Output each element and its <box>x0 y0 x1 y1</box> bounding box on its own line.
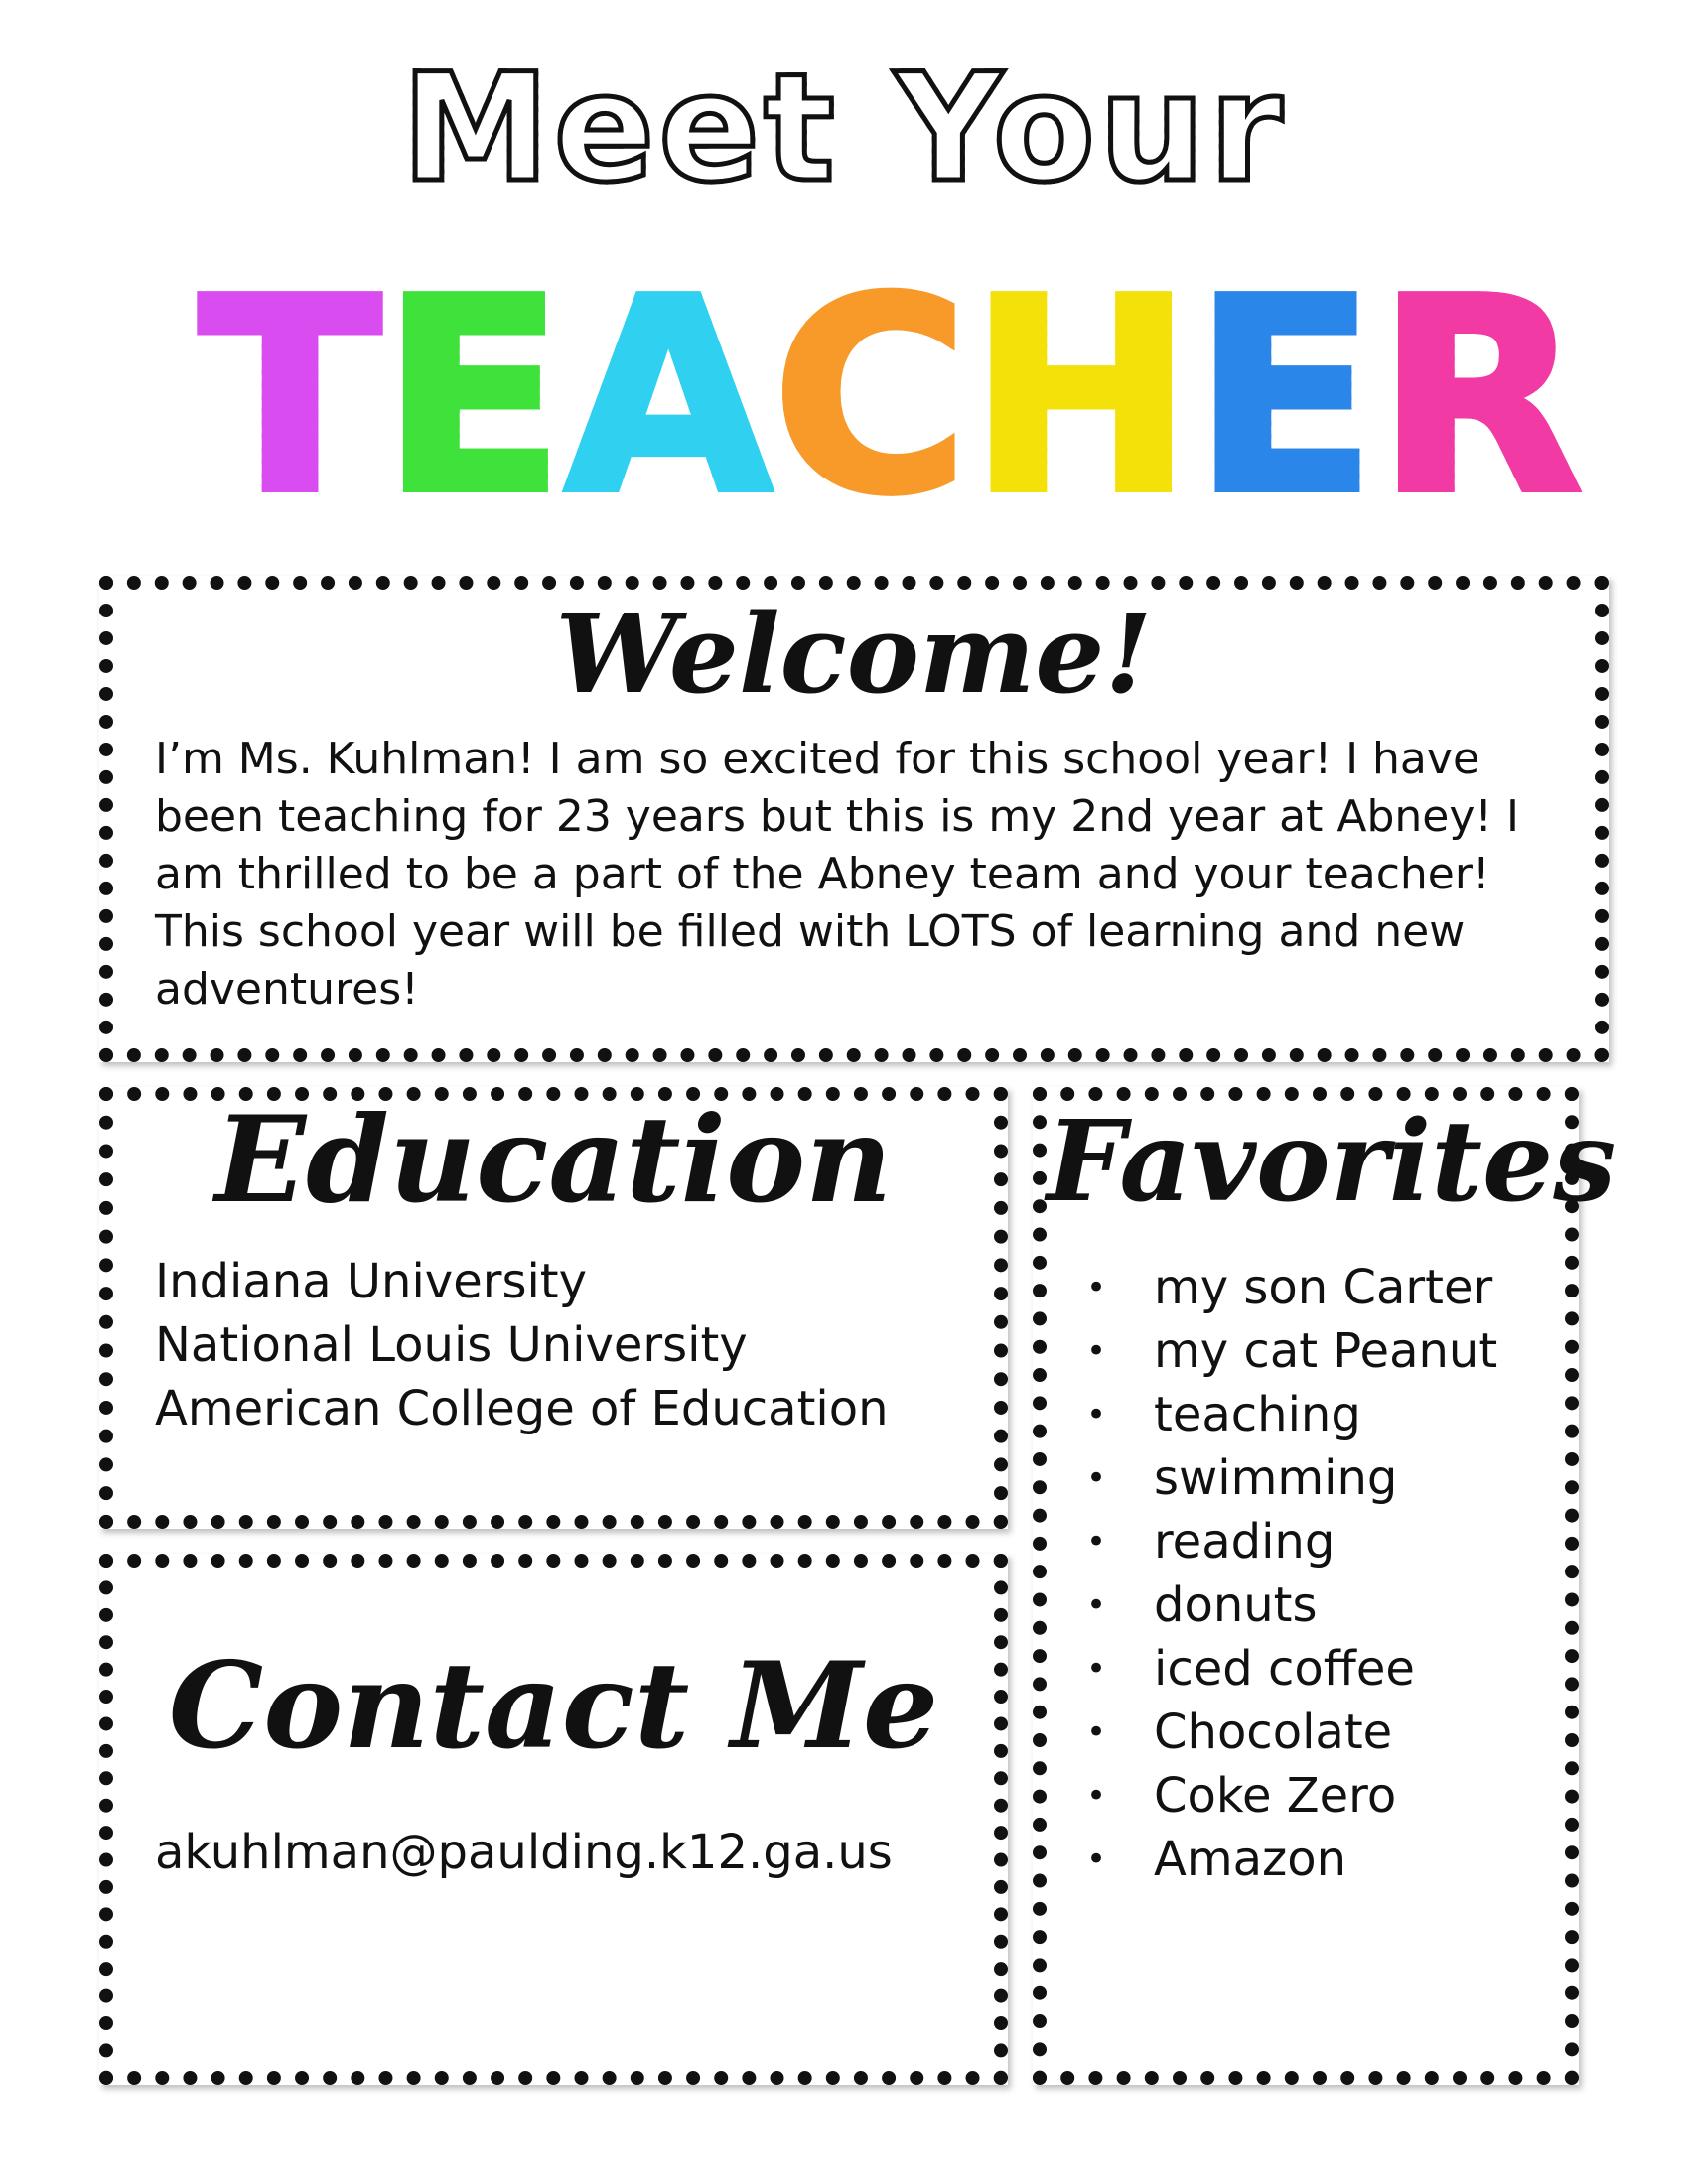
title-teacher <box>199 240 1584 553</box>
teacher-letter: R <box>1376 240 1584 553</box>
bullet-icon: • <box>1086 1268 1107 1307</box>
favorites-item-label: teaching <box>1154 1387 1361 1442</box>
favorites-item-label: iced coffee <box>1154 1641 1415 1697</box>
favorites-list <box>1047 1256 1565 1891</box>
favorites-item <box>1047 1446 1565 1510</box>
bullet-icon: • <box>1086 1776 1107 1816</box>
favorites-item-label: my son Carter <box>1154 1260 1493 1315</box>
favorites-item-label: Amazon <box>1154 1832 1346 1887</box>
bullet-icon: • <box>1086 1649 1107 1689</box>
bullet-icon: • <box>1086 1331 1107 1371</box>
favorites-item-label: reading <box>1154 1514 1336 1570</box>
welcome-heading: Welcome! <box>555 590 1153 718</box>
welcome-text: I’m Ms. Kuhlman! I am so excited for this school year! I have been teaching for 23 years but this is my 2nd year at Abney! I am thrilled to be a part of the Abney team and your teacher! This school year will be filled with LOTS of learning and new adventures! <box>155 734 1519 1015</box>
teacher-letter: E <box>381 240 565 553</box>
favorites-item <box>1047 1383 1565 1446</box>
bullet-icon: • <box>1086 1395 1107 1434</box>
contact-heading: Contact Me <box>168 1636 939 1776</box>
favorites-box <box>1033 1087 1617 2085</box>
teacher-letter: H <box>968 240 1194 553</box>
favorites-item-label: my cat Peanut <box>1154 1323 1498 1379</box>
contact-email: akuhlman@paulding.k12.ga.us <box>155 1825 893 1880</box>
contact-box <box>99 1554 1008 2085</box>
education-list <box>155 1250 994 1440</box>
teacher-letter: C <box>772 240 969 553</box>
favorites-item <box>1047 1319 1565 1383</box>
favorites-item-label: Chocolate <box>1154 1705 1393 1760</box>
education-item: American College of Education <box>155 1381 889 1436</box>
favorites-heading: Favorites <box>1047 1097 1617 1227</box>
favorites-item <box>1047 1637 1565 1701</box>
favorites-item-label: Coke Zero <box>1154 1768 1397 1824</box>
favorites-item <box>1047 1573 1565 1637</box>
favorites-item-label: donuts <box>1154 1577 1318 1633</box>
favorites-item <box>1047 1510 1565 1573</box>
teacher-letter: E <box>1193 240 1377 553</box>
favorites-item <box>1047 1256 1565 1319</box>
welcome-box <box>99 576 1609 1062</box>
bullet-icon: • <box>1086 1522 1107 1562</box>
favorites-item <box>1047 1701 1565 1764</box>
bullet-icon: • <box>1086 1712 1107 1752</box>
favorites-item <box>1047 1764 1565 1828</box>
title-meet-your: Meet Your <box>0 55 1688 204</box>
education-box <box>99 1087 1008 1529</box>
bullet-icon: • <box>1086 1585 1107 1625</box>
teacher-letter: T <box>199 240 382 553</box>
favorites-item <box>1047 1828 1565 1891</box>
education-heading: Education <box>214 1090 893 1230</box>
favorites-item-label: swimming <box>1154 1450 1398 1506</box>
education-item: Indiana University <box>155 1254 588 1309</box>
bullet-icon: • <box>1086 1458 1107 1498</box>
bullet-icon: • <box>1086 1840 1107 1879</box>
education-item: National Louis University <box>155 1317 748 1373</box>
teacher-letter: A <box>564 240 773 553</box>
